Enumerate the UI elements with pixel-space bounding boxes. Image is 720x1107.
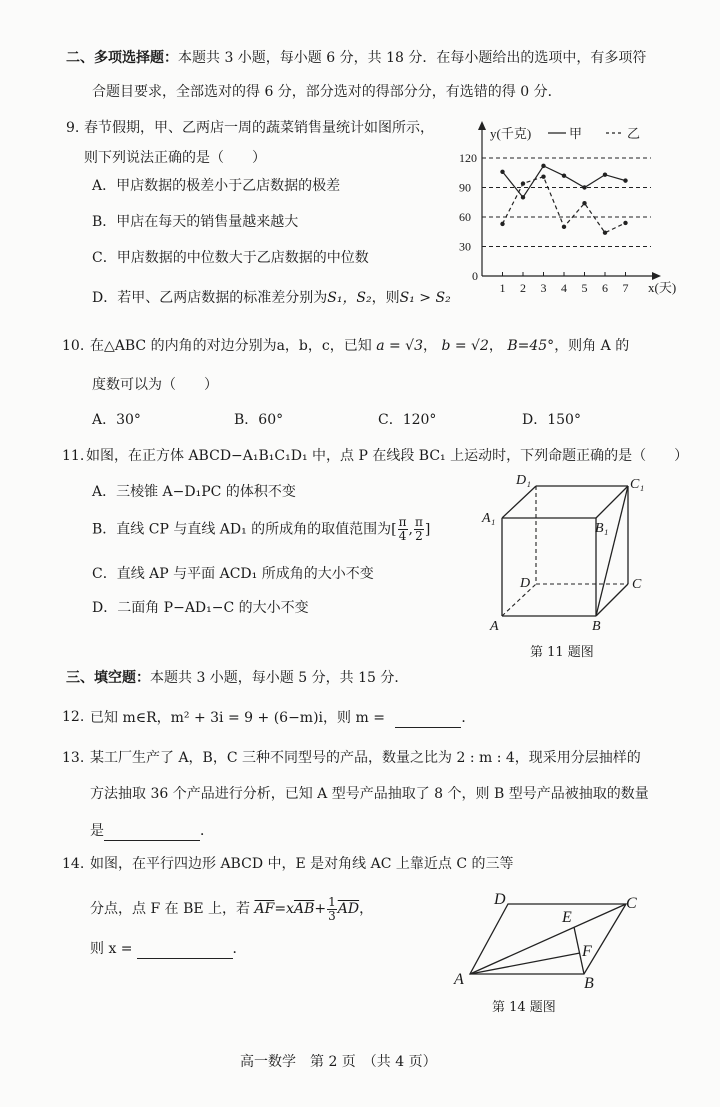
q12-end: ． xyxy=(461,710,476,726)
q14-line3-text: 则 x = xyxy=(90,941,133,957)
q9-option-d-s: S₁，S₂ xyxy=(327,290,372,306)
cube-edge-A1-D1 xyxy=(502,486,536,518)
chart-ylabel: y(千克) xyxy=(490,126,532,141)
segment-A-F xyxy=(470,953,580,974)
section2-heading: 二、多项选择题： xyxy=(66,50,178,66)
chart-x-tick-5: 5 xyxy=(581,281,588,295)
q14-vec-AD: $\overline{AD}$ xyxy=(337,901,360,917)
chart-point-s1-1 xyxy=(500,170,504,174)
q14-answer-blank[interactable] xyxy=(137,938,233,959)
q10-stem2: 度数可以为（ ） xyxy=(92,377,218,393)
chart-series-line-2 xyxy=(503,177,626,233)
para-label-B: B xyxy=(584,975,594,992)
q11-stem: 如图，在正方体 ABCD−A₁B₁C₁D₁ 中，点 P 在线段 BC₁ 上运动时，下列命题正确的是（ ） xyxy=(86,448,689,464)
q14-frac-den: 3 xyxy=(328,908,336,923)
chart-point-s1-7 xyxy=(623,178,627,182)
q9-option-d xyxy=(92,288,451,308)
q12-stem: 已知 m∈R，m² + 3i = 9 + (6−m)i，则 m = xyxy=(90,710,390,726)
q11-option-c: C．直线 AP 与平面 ACD₁ 所成角的大小不变 xyxy=(92,566,374,582)
q11-frac1-num: π xyxy=(398,515,407,529)
chart-y-tick-120: 120 xyxy=(459,151,477,165)
chart-point-s2-7 xyxy=(623,221,627,225)
q14-eq: =x xyxy=(274,901,294,917)
chart-point-s1-5 xyxy=(582,185,586,189)
q11-cube-figure xyxy=(478,470,658,630)
q14-parallelogram-figure xyxy=(450,888,650,992)
chart-gridlines xyxy=(482,158,651,247)
q12-number: 12. xyxy=(62,709,85,725)
q14-plus: + xyxy=(314,901,327,917)
chart-point-s2-3 xyxy=(541,174,545,178)
q14-line3 xyxy=(90,938,247,959)
cube-edge-B-C xyxy=(596,584,628,616)
cube-hidden-A-D xyxy=(502,584,536,616)
q13-number: 13. xyxy=(62,750,85,766)
chart-y-tick-60: 60 xyxy=(459,210,471,224)
q9-option-c: C．甲店数据的中位数大于乙店数据的中位数 xyxy=(92,250,369,266)
cube-label-D1: D₁ xyxy=(516,473,531,488)
cube-edge-B1-C1 xyxy=(596,486,628,518)
q10-option-a: A．30° xyxy=(92,412,141,428)
q11-option-a: A．三棱锥 A−D₁PC 的体积不变 xyxy=(92,484,296,500)
chart-y-arrow xyxy=(478,121,486,130)
q9-stem1: 春节假期，甲、乙两店一周的蔬菜销售量统计如图所示， xyxy=(84,120,434,136)
cube-label-D: D xyxy=(520,576,531,591)
chart-x-tick-2: 2 xyxy=(520,281,526,295)
q9-number: 9. xyxy=(66,120,80,136)
q9-line-chart xyxy=(456,118,696,298)
q11-fig-caption: 第 11 题图 xyxy=(530,645,594,660)
q11-frac2 xyxy=(414,516,424,543)
q12-line xyxy=(90,707,475,728)
cube-label-B1: B₁ xyxy=(595,521,609,536)
section3-header xyxy=(66,668,408,688)
para-label-E: E xyxy=(562,909,572,926)
q14-line2 xyxy=(90,894,373,924)
section2-intro2: 合题目要求，全部选对的得 6 分，部分选对的得部分分，有选错的得 0 分． xyxy=(92,84,562,100)
q12-answer-blank[interactable] xyxy=(395,707,461,728)
q13-line3 xyxy=(90,820,214,841)
q13-end: ． xyxy=(200,823,214,839)
q14-frac-num: 1 xyxy=(328,894,336,909)
chart-origin-label: 0 xyxy=(472,269,478,283)
q10-option-c: C．120° xyxy=(378,412,437,428)
q10-tail: ，则角 A 的 xyxy=(554,338,630,354)
chart-point-s1-3 xyxy=(541,164,545,168)
chart-point-s2-5 xyxy=(582,201,586,205)
para-label-C: C xyxy=(626,895,637,912)
q14-number: 14. xyxy=(62,856,85,872)
chart-x-tick-3: 3 xyxy=(540,281,547,295)
q11-option-b-pre: B．直线 CP 与直线 AD₁ 的所成角的取值范围为[ xyxy=(92,521,397,538)
q10-option-d: D．150° xyxy=(522,412,581,428)
cube-label-A: A xyxy=(490,619,499,630)
q11-number: 11. xyxy=(62,448,85,464)
para-label-D: D xyxy=(494,891,506,908)
section2-intro1: 本题共 3 小题，每小题 6 分，共 18 分．在每小题给出的选项中，有多项符 xyxy=(178,50,647,66)
chart-axes xyxy=(478,121,661,280)
q11-frac1 xyxy=(398,516,408,543)
cube-label-B: B xyxy=(592,619,601,630)
q11-frac2-num: π xyxy=(414,515,423,529)
q14-end: ． xyxy=(232,941,247,957)
chart-point-s2-2 xyxy=(521,181,525,185)
chart-point-s2-6 xyxy=(603,231,607,235)
q14-vec-AB: $\overline{AB}$ xyxy=(293,901,315,917)
q14-line2-pre: 分点，点 F 在 BE 上，若 xyxy=(90,901,251,917)
q13-line3-text: 是 xyxy=(90,823,104,839)
q14-line2-post: ， xyxy=(359,901,374,917)
chart-series-line-1 xyxy=(503,166,626,197)
q9-stem2: 则下列说法正确的是（ ） xyxy=(84,150,266,166)
q10-B-eq: B=45° xyxy=(507,338,555,354)
q11-option-d: D．二面角 P−AD₁−C 的大小不变 xyxy=(92,600,309,616)
q11-option-b-post: ] xyxy=(424,521,431,538)
chart-series xyxy=(500,164,627,235)
q9-option-d-cmp: S₁ > S₂ xyxy=(399,290,451,306)
chart-point-s2-4 xyxy=(562,225,566,229)
chart-point-s2-1 xyxy=(500,222,504,226)
q9-option-d-mid: ，则 xyxy=(371,290,400,306)
chart-x-tick-4: 4 xyxy=(561,281,567,295)
chart-y-tick-30: 30 xyxy=(459,239,471,254)
chart-xlabel: x(天) xyxy=(648,280,677,295)
q13-line2: 方法抽取 36 个产品进行分析，已知 A 型号产品抽取了 8 个，则 B 型号产品被抽取的数量 xyxy=(90,786,649,802)
para-label-F: F xyxy=(582,943,592,960)
q10-a-eq: a = √3 xyxy=(376,338,424,354)
para-label-A: A xyxy=(454,971,464,988)
cube-label-C: C xyxy=(632,577,642,592)
chart-x-tick-6: 6 xyxy=(602,281,608,295)
q10-stem1: 在△ABC 的内角的对边分别为a，b，c，已知 a = √3， b = √2， B=45°，则角 A 的 xyxy=(90,338,630,354)
page-footer: 高一数学 第 2 页 （共 4 页） xyxy=(240,1054,437,1070)
chart-y-tick-labels xyxy=(459,151,477,254)
q10-option-b: B．60° xyxy=(234,412,284,428)
q14-line1: 如图，在平行四边形 ABCD 中，E 是对角线 AC 上靠近点 C 的三等 xyxy=(90,856,514,872)
q10-number: 10. xyxy=(62,338,85,354)
legend-yi-label: 乙 xyxy=(627,126,641,141)
section2-header xyxy=(66,48,646,68)
chart-x-tick-1: 1 xyxy=(499,281,506,295)
chart-x-tick-7: 7 xyxy=(622,281,629,295)
section3-intro: 本题共 3 小题，每小题 5 分，共 15 分． xyxy=(150,670,409,686)
q10-b-eq: b = √2 xyxy=(441,338,489,354)
q14-vec-AF: $\overline{AF}$ xyxy=(254,901,275,917)
chart-point-s1-6 xyxy=(603,173,607,177)
section3-heading: 三、填空题： xyxy=(66,670,150,686)
q13-answer-blank[interactable] xyxy=(104,820,200,841)
q9-option-d-pre: D．若甲、乙两店数据的标准差分别为 xyxy=(92,290,328,306)
cube-diag-B-C1 xyxy=(596,486,628,616)
q13-line1: 某工厂生产了 A，B，C 三种不同型号的产品，数量之比为 2 : m : 4，现采用分层抽样的 xyxy=(90,750,641,766)
diagonal-A-C xyxy=(470,904,626,974)
q11-frac1-den: 4 xyxy=(398,529,407,543)
legend-jia-label: 甲 xyxy=(569,126,583,141)
chart-y-tick-90: 90 xyxy=(459,180,471,195)
q10-stem1-text: 在△ABC 的内角的对边分别为a，b，c，已知 xyxy=(90,338,372,354)
chart-x-arrow xyxy=(652,272,661,280)
cube-label-C1: C₁ xyxy=(630,477,645,492)
chart-point-s1-4 xyxy=(562,174,566,178)
q14-frac xyxy=(327,896,337,923)
chart-point-s1-2 xyxy=(521,195,525,199)
q11-frac2-den: 2 xyxy=(415,529,423,543)
q11-option-b: B．直线 CP 与直线 AD₁ 的所成角的取值范围为[ $\frac{\pi}{4}$ , $\frac{\pi}{2}$ ] xyxy=(92,515,431,543)
q9-option-a: A．甲店数据的极差小于乙店数据的极差 xyxy=(92,178,341,194)
q14-fig-caption: 第 14 题图 xyxy=(492,1000,556,1015)
cube-label-A1: A₁ xyxy=(482,511,496,526)
q9-option-b: B．甲店在每天的销售量越来越大 xyxy=(92,214,299,230)
